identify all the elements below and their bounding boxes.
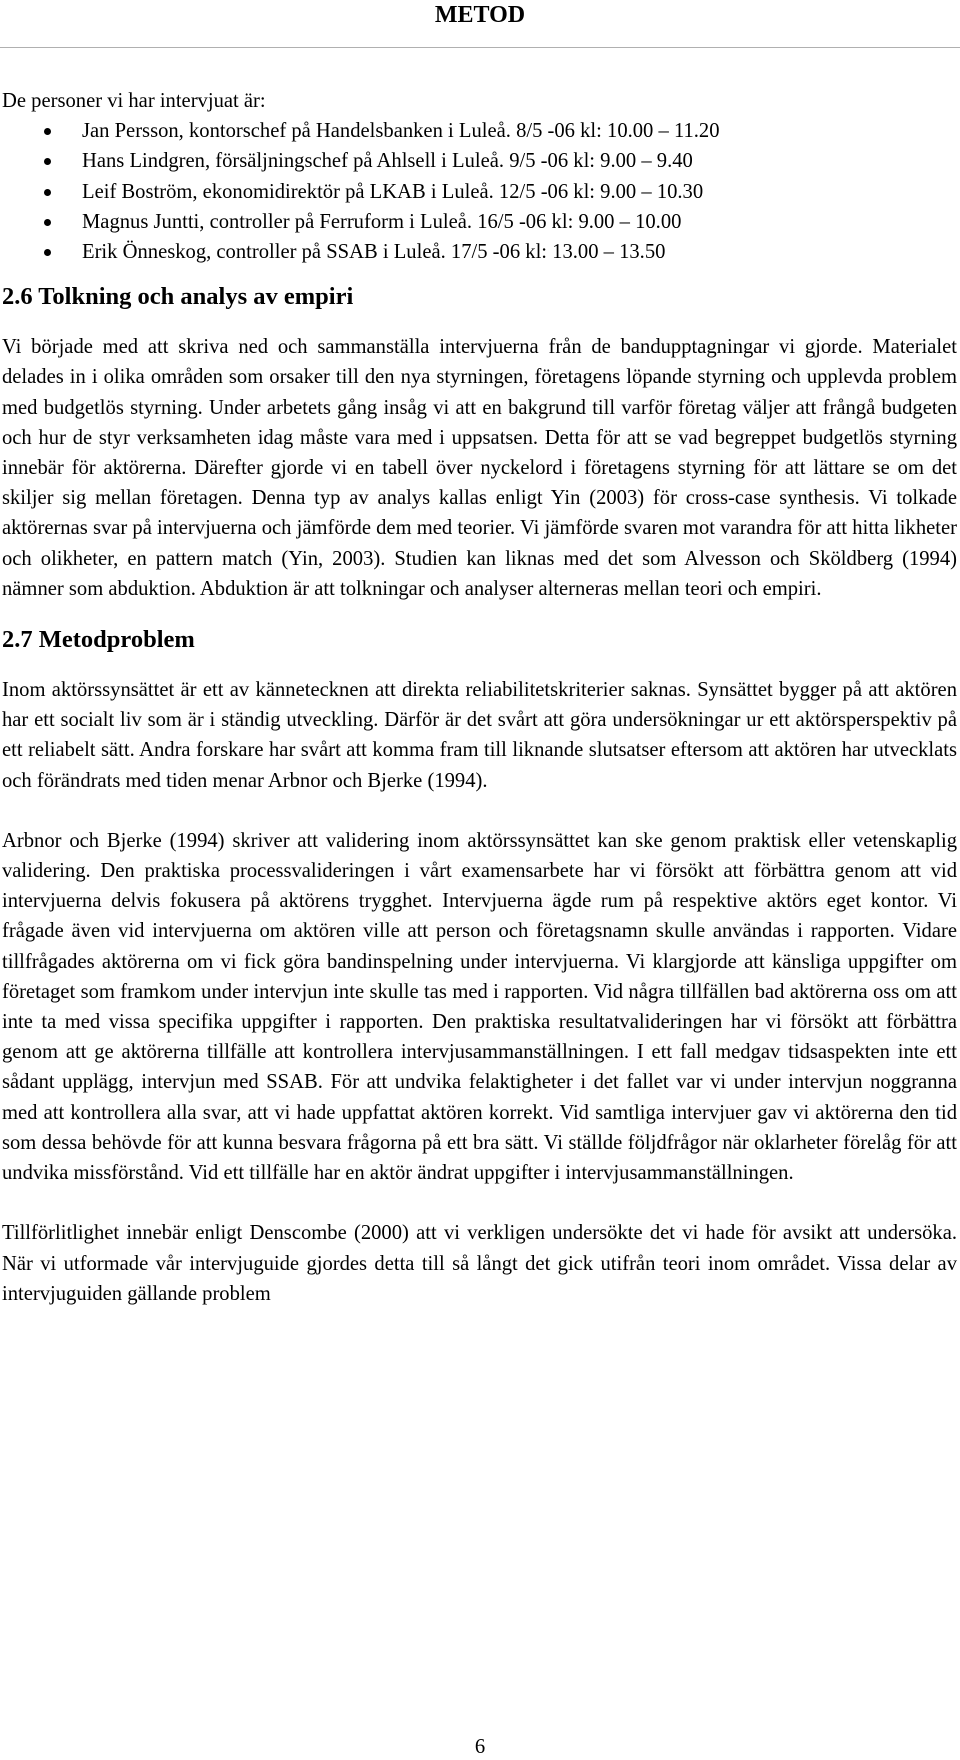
interview-list-item [2, 237, 957, 267]
section-heading-2-7: 2.7 Metodproblem [2, 626, 195, 654]
section-heading-2-6: 2.6 Tolkning och analys av empiri [2, 283, 354, 311]
bullet-icon [44, 128, 51, 135]
paragraph-tillforlitlighet: Tillförlitlighet innebär enligt Denscombe (2000) att vi verkligen undersökte det vi hade för avsikt att undersöka. När vi utformade vår intervjuguide gjordes detta till så långt det gick utifrån teori inom området. Vissa delar av intervjuguiden gällande problem [2, 1222, 957, 1305]
bullet-icon [44, 158, 51, 165]
paragraph-tolkning: Vi började med att skriva ned och sammanställa intervjuerna från de bandupptagningar vi gjorde. Materialet delades in i olika områden som orsaker till den nya styrningen, företagens löpande styrning och upplevda problem med budgetlös styrning. Under arbetets gång insåg vi att en bakgrund till varför företag väljer att frångå budgeten och hur de styr verksamheten idag måste vara med i uppsatsen. Detta för att se vad begreppet budgetlös styrning innebär för aktörerna. Därefter gjorde vi en tabell över nyckelord i företagens styrning för att lättare se om det skiljer sig mellan företagen. Denna typ av analys kallas enligt Yin (2003) för cross-case synthesis. Vi tolkade aktörernas svar på intervjuerna och jämförde dem med teorier. Vi jämförde svaren mot varandra för att hitta likheter och olikheter, en pattern match (Yin, 2003). Studien kan liknas med det som Alvesson och Sköldberg (1994) nämner som abduktion. Abduktion är att tolkningar och analyser alterneras mellan teori och empiri. [2, 336, 957, 600]
paragraph-validering: Arbnor och Bjerke (1994) skriver att validering inom aktörssynsättet kan ske genom praktisk eller vetenskaplig validering. Den praktiska processvalideringen i vårt examensarbete har vi försökt att förbättra genom att vid intervjuerna delvis fokusera på aktörens trygghet. Intervjuerna ägde rum på respektive aktörs eget kontor. Vi frågade även vid intervjuerna om aktören ville att person och företagsnamn skulle användas i rapporten. Vidare tillfrågades aktörerna om vi fick göra bandinspelning under intervjuerna. Vi klargjorde att känsliga uppgifter om företaget som framkom under intervjun inte skulle tas med i rapporten. Vid några tillfällen bad aktörerna oss om att inte ta med vissa specifika uppgifter i rapporten. Den praktiska resultatvalideringen har vi försökt att förbättra genom att ge aktörerna tillfälle att kontrollera intervjusammanställningen. I ett fall medgav tidsaspekten inte ett sådant upplägg, intervjun med SSAB. För att undvika felaktigheter i det fallet var vi under intervjun noggranna med att kontrollera alla svar, att vi hade uppfattat aktören korrekt. Vid samtliga intervjuer gav vi aktörerna den tid som dessa behövde för att kunna besvara frågorna på ett bra sätt. Vi ställde följdfrågor när oklarheter förelåg för att undvika missförstånd. Vid ett tillfälle har en aktör ändrat uppgifter i intervjusammanställningen. [2, 829, 957, 1185]
interview-list-item-text: Leif Boström, ekonomidirektör på LKAB i Luleå. 12/5 -06 kl: 9.00 – 10.30 [82, 180, 704, 203]
interview-list-item-text: Erik Önneskog, controller på SSAB i Luleå. 17/5 -06 kl: 13.00 – 13.50 [82, 241, 666, 264]
page-header-title: METOD [434, 2, 526, 28]
interview-list-item-text: Hans Lindgren, försäljningschef på Ahlsell i Luleå. 9/5 -06 kl: 9.00 – 9.40 [82, 150, 693, 173]
interview-list [2, 116, 957, 267]
interview-list-item [2, 146, 957, 176]
bullet-icon [44, 219, 51, 226]
interview-list-item-text: Magnus Juntti, controller på Ferruform i Luleå. 16/5 -06 kl: 9.00 – 10.00 [82, 210, 682, 233]
interview-list-item [2, 177, 957, 207]
bullet-icon [44, 249, 51, 256]
bullet-icon [44, 189, 51, 196]
header-divider [0, 47, 960, 48]
interview-list-item [2, 207, 957, 237]
interview-list-item [2, 116, 957, 146]
document-body [2, 86, 957, 1309]
interviews-intro: De personer vi har intervjuat är: [2, 90, 266, 112]
interview-list-item-text: Jan Persson, kontorschef på Handelsbanken i Luleå. 8/5 -06 kl: 10.00 – 11.20 [82, 120, 720, 143]
page-number: 6 [474, 1736, 486, 1758]
paragraph-reliabilitet: Inom aktörssynsättet är ett av kännetecknen att direkta reliabilitetskriterier saknas. Synsättet bygger på att aktören har ett socialt liv som är i ständig utveckling. Därför är det svårt att göra undersökningar ur ett aktörsperspektiv på ett reliabelt sätt. Andra forskare har svårt att komma fram till liknande slutsatser eftersom att aktören har utvecklats och förändrats med tiden menar Arbnor och Bjerke (1994). [2, 679, 957, 792]
